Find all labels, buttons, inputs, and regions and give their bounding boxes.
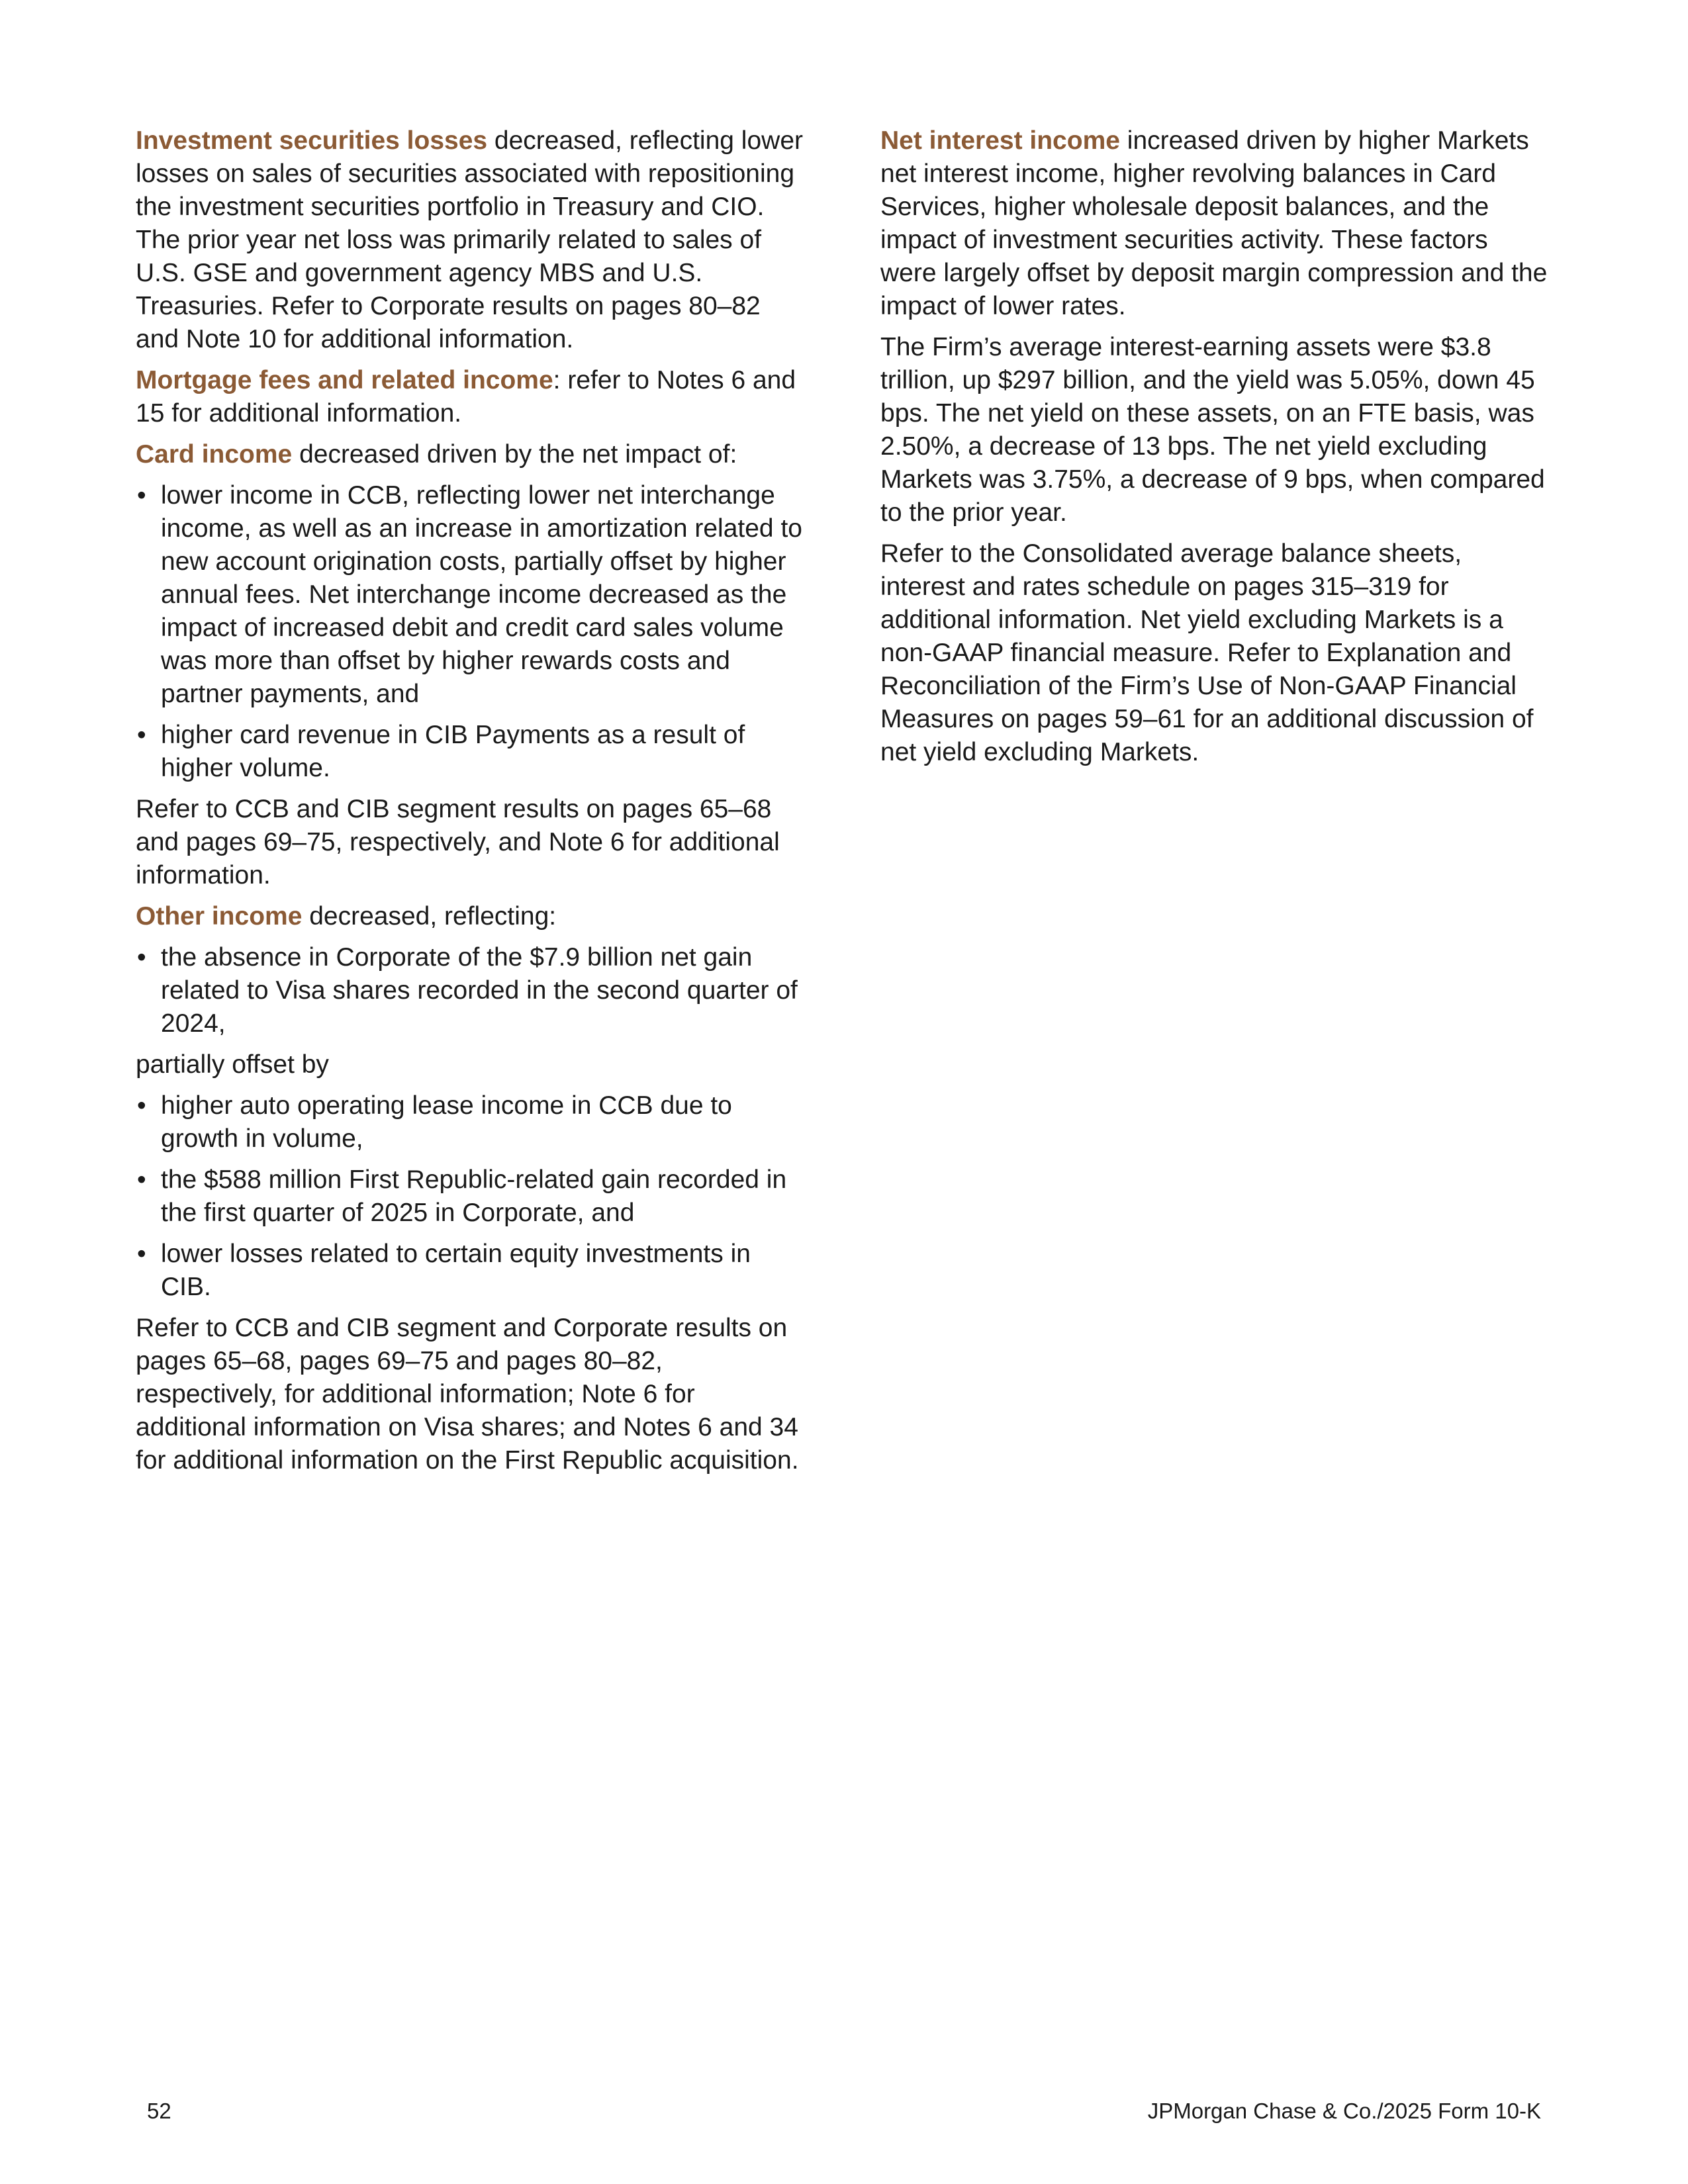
list-item: • the absence in Corporate of the $7.9 billion net gain related to Visa shares recorded in the second quarter of 2024, (136, 941, 804, 1040)
net-interest-income-text: increased driven by higher Markets net interest income, higher revolving balances in Card Services, higher wholesale deposit balances, and the impact of investment securities activity. These factors were largely offset by deposit margin compression and the impact of lower rates. (880, 126, 1548, 320)
mortgage-fees-heading: Mortgage fees and related income (136, 366, 553, 394)
mortgage-fees-paragraph (136, 364, 804, 430)
other-income-bullet-list-2 (136, 1089, 804, 1304)
other-income-paragraph (136, 900, 804, 933)
partially-offset-text: partially offset by (136, 1050, 329, 1079)
other-income-reference-paragraph: Refer to CCB and CIB segment and Corporate results on pages 65–68, pages 69–75 and pages 80–82, respectively, for additional information; Note 6 for additional information on Visa shares; and Notes 6 and 34 for additional information on the First Republic acquisition. (136, 1314, 799, 1475)
list-item: • lower income in CCB, reflecting lower net interchange income, as well as an increase in amortization related to new account origination costs, partially offset by higher annual fees. Net interchange income decreased as the impact of increased debit and credit card sales volume was more than offset by higher rewards costs and partner payments, and (136, 479, 804, 711)
list-item: • higher card revenue in CIB Payments as a result of higher volume. (136, 719, 804, 785)
card-income-paragraph (136, 438, 804, 471)
net-yield-reference-paragraph: Refer to the Consolidated average balance sheets, interest and rates schedule on pages 315–319 for additional information. Net yield excluding Markets is a non-GAAP financial measure. Refer to Explanation and Reconciliation of the Firm’s Use of Non-GAAP Financial Measures on pages 59–61 for an additional discussion of net yield excluding Markets. (880, 539, 1534, 766)
list-item: • higher auto operating lease income in CCB due to growth in volume, (136, 1089, 804, 1156)
investment-securities-losses-heading: Investment securities losses (136, 126, 488, 155)
interest-earning-assets-paragraph: The Firm’s average interest-earning assets were $3.8 trillion, up $297 billion, and the yield was 5.05%, down 45 bps. The net yield on these assets, on an FTE basis, was 2.50%, a decrease of 13 bps. The net yield excluding Markets was 3.75%, a decrease of 9 bps, when compared to the prior year. (880, 333, 1545, 527)
card-income-heading: Card income (136, 440, 293, 469)
card-income-bullet-list (136, 479, 804, 785)
net-interest-income-paragraph (880, 124, 1549, 323)
other-income-heading: Other income (136, 902, 303, 931)
investment-securities-losses-paragraph (136, 124, 804, 356)
investment-securities-losses-text: decreased, reflecting lower losses on sales of securities associated with repositioning the investment securities portfolio in Treasury and CIO. The prior year net loss was primarily related to sales of U.S. GSE and government agency MBS and U.S. Treasuries. Refer to Corporate results on pages 80–82 and Note 10 for additional information. (136, 126, 804, 353)
card-income-reference-paragraph: Refer to CCB and CIB segment results on pages 65–68 and pages 69–75, respectively, and Note 6 for additional information. (136, 795, 780, 889)
list-item: • the $588 million First Republic-related gain recorded in the first quarter of 2025 in Corporate, and (136, 1163, 804, 1230)
footer-document-title: JPMorgan Chase & Co./2025 Form 10-K (1147, 2099, 1541, 2123)
card-income-text: decreased driven by the net impact of: (292, 440, 737, 469)
page-number: 52 (147, 2099, 171, 2123)
net-interest-income-heading: Net interest income (880, 126, 1120, 155)
mortgage-fees-text: : refer to Notes 6 and 15 for additional information. (136, 366, 796, 428)
other-income-text: decreased, reflecting: (302, 902, 557, 931)
other-income-bullet-list-1 (136, 941, 804, 1040)
list-item: • lower losses related to certain equity investments in CIB. (136, 1238, 804, 1304)
right-column (880, 124, 1549, 777)
left-column (136, 124, 804, 1485)
